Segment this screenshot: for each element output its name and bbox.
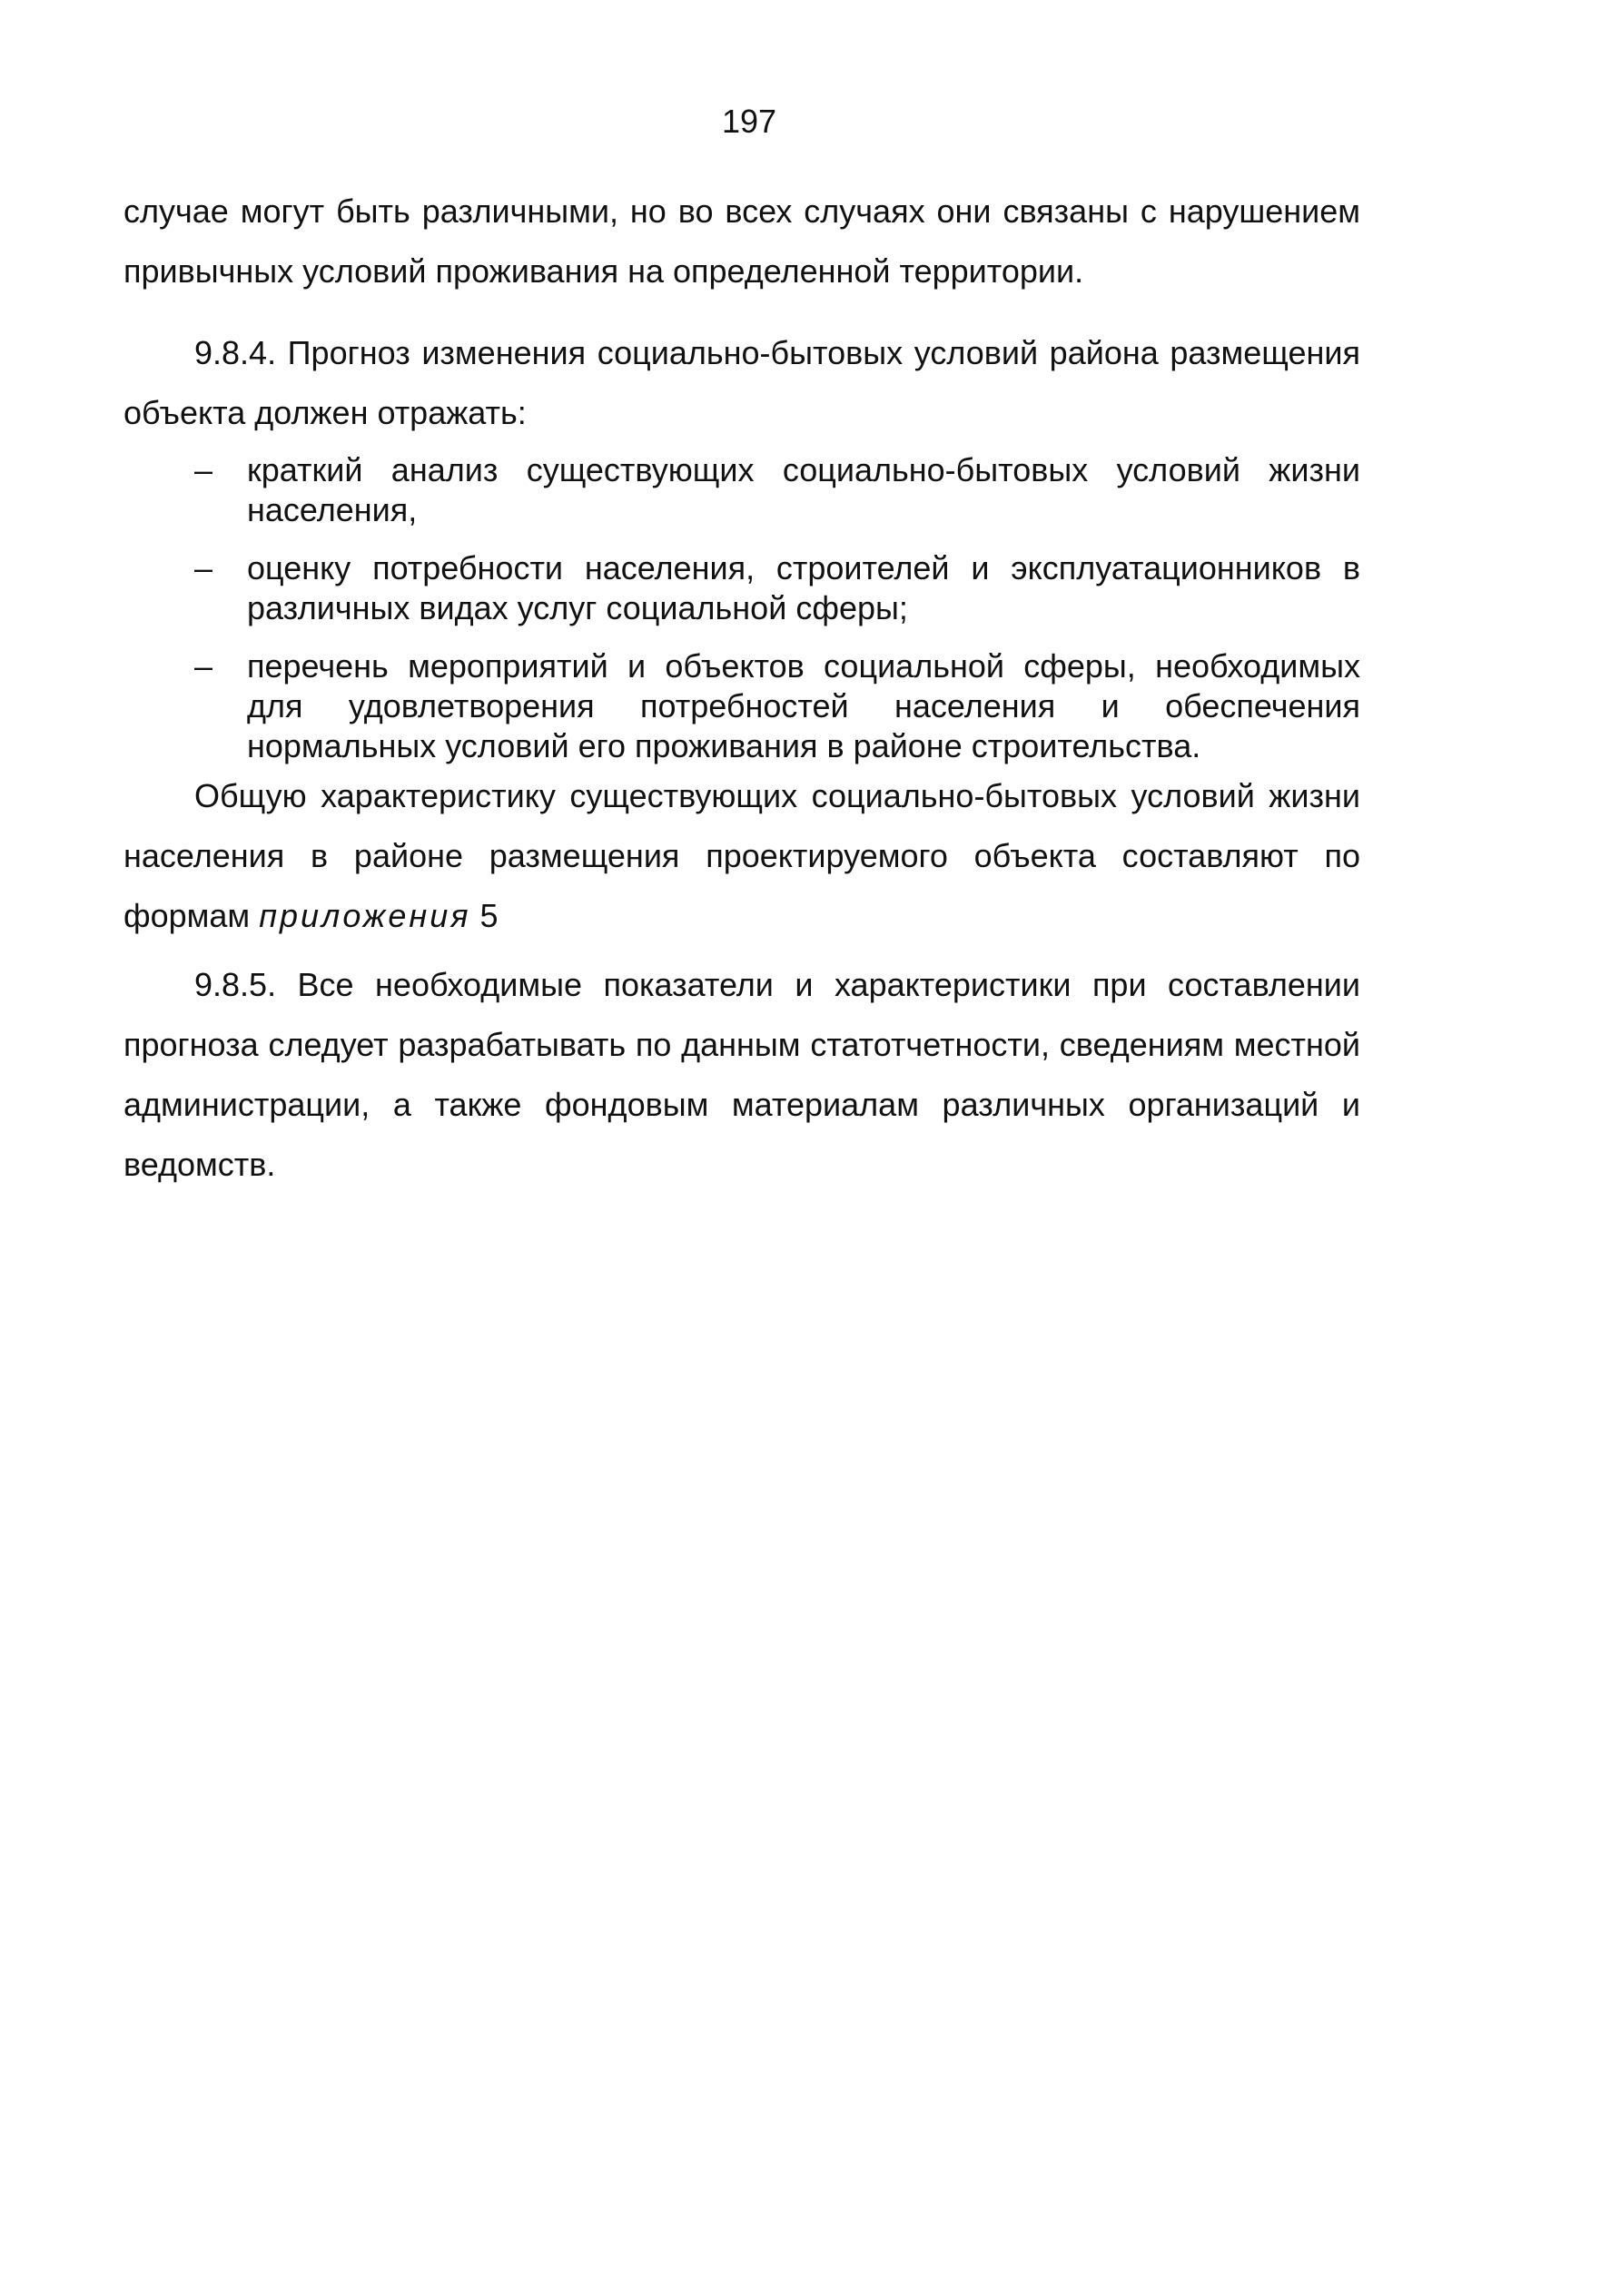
section-9-8-5 bbox=[123, 955, 1360, 1195]
bullet-dash: – bbox=[194, 451, 213, 488]
page-number: 197 bbox=[721, 103, 777, 140]
section-9-8-5-text: 9.8.5. Все необходимые показатели и характеристики при составлении прогноза следует разрабатывать по данным статотчетности, сведениям местной администрации, а также фондовым материалам различных организаций и ведомств. bbox=[123, 966, 1360, 1183]
appendix-reference: приложения bbox=[259, 897, 471, 934]
paragraph-continued: случае могут быть различными, но во всех случаях они связаны с нарушением привычных условий проживания на определенной территории. bbox=[123, 192, 1360, 290]
summary-text: Общую характеристику существующих социально-бытовых условий жизни населения в районе размещения проектируемого объекта составляют по формам bbox=[123, 777, 1360, 934]
bullet-item-measures bbox=[123, 646, 1360, 766]
bullet-list bbox=[123, 450, 1360, 766]
summary-paragraph bbox=[123, 766, 1360, 946]
appendix-number: 5 bbox=[479, 897, 499, 934]
summary-paragraph-block bbox=[123, 766, 1360, 946]
paragraph-continued-block bbox=[123, 182, 1360, 301]
section-9-8-4-intro: 9.8.4. Прогноз изменения социально-бытовых условий района размещения объекта должен отражать: bbox=[123, 334, 1360, 431]
bullet-text: оценку потребности населения, строителей и эксплуатационников в различных видах услуг социальной сферы; bbox=[247, 549, 1360, 626]
bullet-dash: – bbox=[194, 549, 213, 586]
bullet-text: перечень мероприятий и объектов социальной сферы, необходимых для удовлетворения потребностей населения и обеспечения нормальных условий его проживания в районе строительства. bbox=[247, 647, 1360, 764]
section-9-8-4 bbox=[123, 323, 1360, 443]
bullet-dash: – bbox=[194, 647, 213, 685]
bullet-item-analysis bbox=[123, 450, 1360, 530]
bullet-text: краткий анализ существующих социально-бытовых условий жизни населения, bbox=[247, 451, 1360, 528]
bullet-list-block bbox=[123, 450, 1360, 784]
bullet-item-needs bbox=[123, 548, 1360, 628]
